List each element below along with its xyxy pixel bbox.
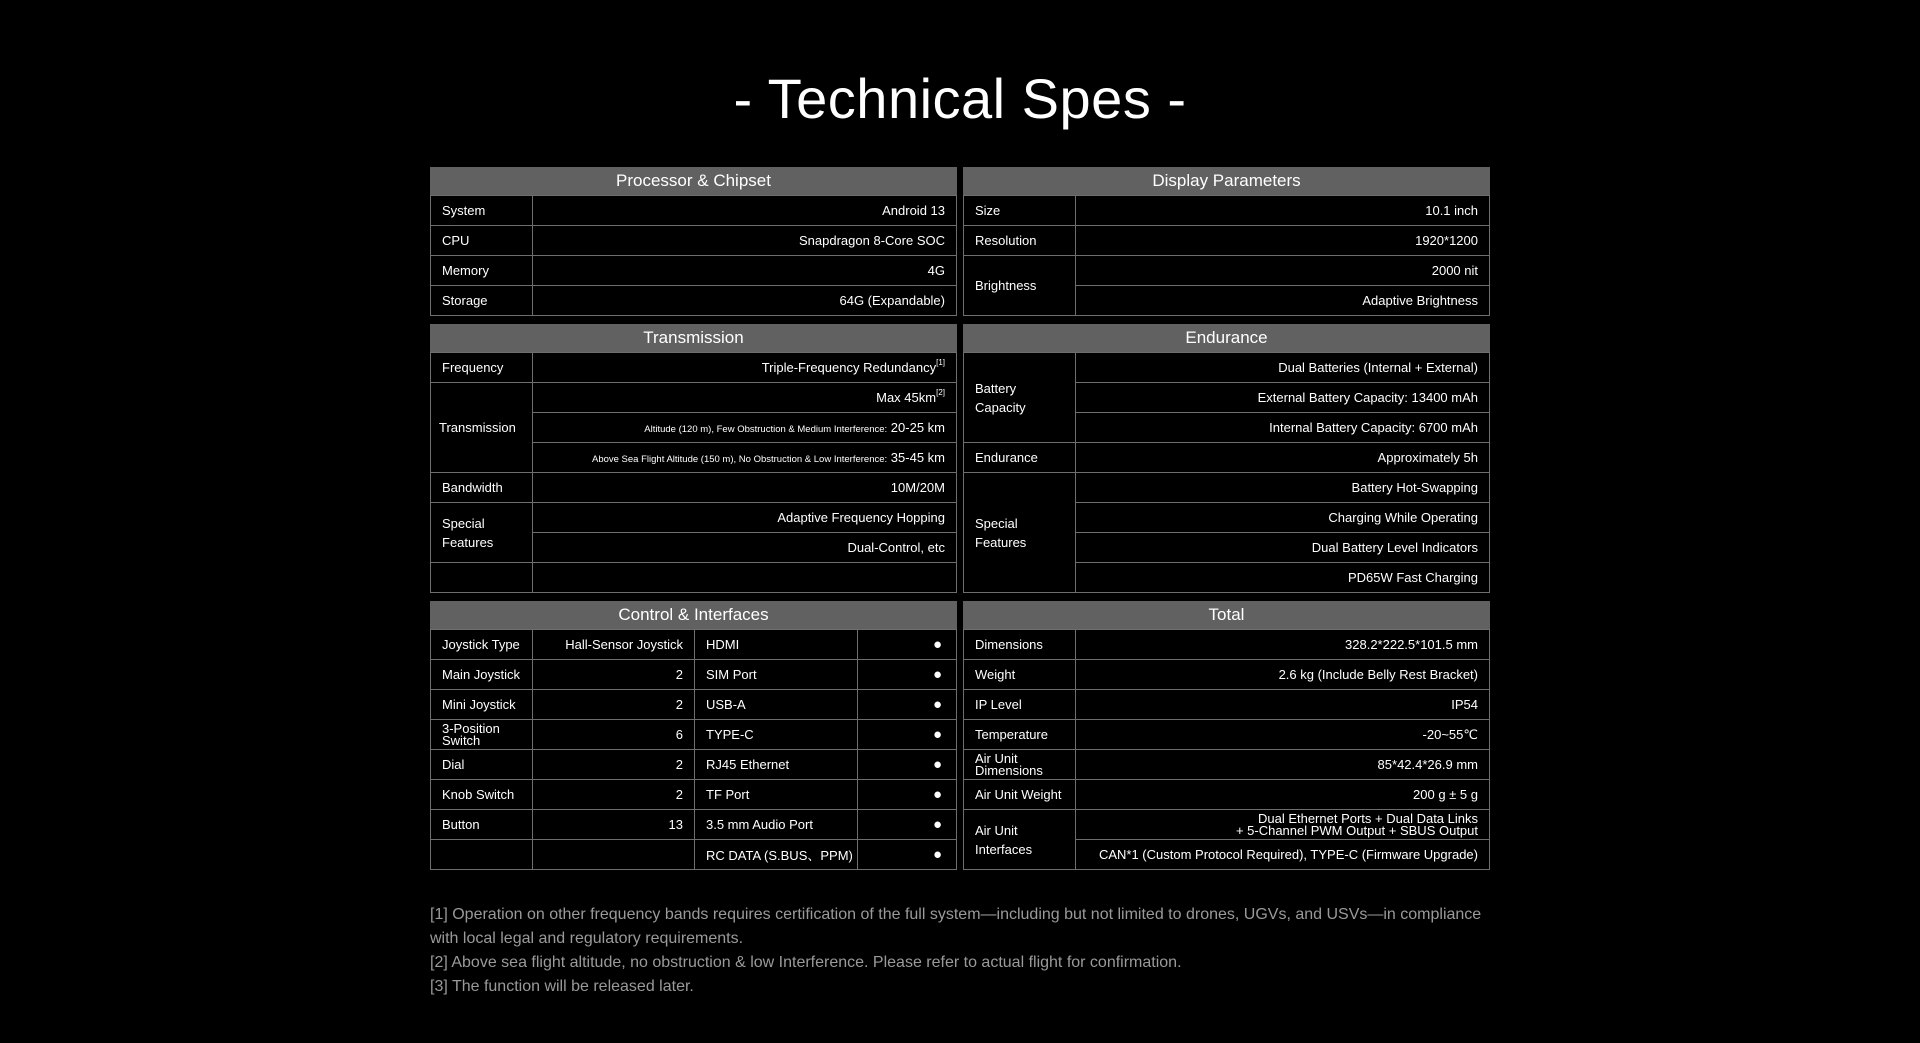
supported-dot-icon: ● (858, 660, 957, 690)
spec-label: Brightness (964, 256, 1076, 316)
range-note: Above Sea Flight Altitude (150 m), No Obstruction & Low Interference: (591, 454, 888, 465)
table-row (431, 226, 957, 256)
spec-label: 3-Position Switch (431, 720, 533, 750)
spec-value: Android 13 (533, 196, 957, 226)
spec-label: CPU (431, 226, 533, 256)
spec-label: IP Level (964, 690, 1076, 720)
spec-value: Snapdragon 8-Core SOC (533, 226, 957, 256)
spec-value: 2.6 kg (Include Belly Rest Bracket) (1076, 660, 1490, 690)
port-label: SIM Port (695, 660, 858, 690)
spec-value: 2 (533, 690, 695, 720)
spec-value: 6 (533, 720, 695, 750)
processor-panel (430, 167, 957, 316)
spec-value: 200 g ± 5 g (1076, 780, 1490, 810)
supported-dot-icon: ● (858, 630, 957, 660)
spec-value (533, 353, 957, 383)
spec-label: System (431, 196, 533, 226)
spec-value: 2 (533, 780, 695, 810)
total-panel (963, 601, 1490, 870)
port-label: TYPE-C (695, 720, 858, 750)
spec-label: Weight (964, 660, 1076, 690)
range-note: Altitude (120 m), Few Obstruction & Medium Interference: (644, 424, 888, 435)
total-table (963, 629, 1490, 870)
table-row (964, 196, 1490, 226)
spec-label: Dimensions (964, 630, 1076, 660)
table-row (964, 630, 1490, 660)
table-row (964, 256, 1490, 286)
table-row (964, 750, 1490, 780)
spec-label: Air Unit Interfaces (964, 810, 1076, 870)
spec-value: 1920*1200 (1076, 226, 1490, 256)
processor-heading: Processor & Chipset (430, 167, 957, 195)
table-row (964, 473, 1490, 503)
spec-value: Internal Battery Capacity: 6700 mAh (1076, 413, 1490, 443)
endurance-panel (963, 324, 1490, 593)
spec-label: Resolution (964, 226, 1076, 256)
footnote-ref: [2] (936, 388, 945, 397)
table-row (431, 383, 957, 413)
spec-value: Adaptive Frequency Hopping (533, 503, 957, 533)
table-row (964, 353, 1490, 383)
footnote: [3] The function will be released later. (430, 978, 694, 995)
table-row (431, 563, 957, 593)
spec-label: Frequency (431, 353, 533, 383)
footnote: [1] Operation on other frequency bands requires certification of the full system—including but not limited to drones, UGVs, and USVs—in compliance with local legal and regulatory requirements. (430, 906, 1482, 947)
control-table (430, 629, 957, 870)
table-row (964, 660, 1490, 690)
display-table (963, 195, 1490, 316)
supported-dot-icon: ● (858, 810, 957, 840)
port-label: HDMI (695, 630, 858, 660)
spec-label: Button (431, 810, 533, 840)
port-label: TF Port (695, 780, 858, 810)
spec-value (533, 443, 957, 473)
port-label: 3.5 mm Audio Port (695, 810, 858, 840)
frequency-value: Triple-Frequency Redundancy (761, 360, 937, 375)
table-row (964, 690, 1490, 720)
spec-value: Battery Hot-Swapping (1076, 473, 1490, 503)
empty-cell (431, 563, 533, 593)
spec-value: Dual Batteries (Internal + External) (1076, 353, 1490, 383)
empty-cell (533, 563, 957, 593)
spec-value: Adaptive Brightness (1076, 286, 1490, 316)
spec-label: Air Unit Dimensions (964, 750, 1076, 780)
table-row (431, 720, 957, 750)
table-row (964, 226, 1490, 256)
spec-value: -20~55℃ (1076, 720, 1490, 750)
table-row (431, 840, 957, 870)
spec-value: Hall-Sensor Joystick (533, 630, 695, 660)
interfaces-line: Dual Ethernet Ports + Dual Data Links (1257, 810, 1478, 826)
port-label: RJ45 Ethernet (695, 750, 858, 780)
table-row (431, 630, 957, 660)
table-row (431, 503, 957, 533)
processor-table (430, 195, 957, 316)
spec-value: 328.2*222.5*101.5 mm (1076, 630, 1490, 660)
spec-label: Air Unit Weight (964, 780, 1076, 810)
page-title: - Technical Spes - (733, 67, 1187, 130)
endurance-heading: Endurance (963, 324, 1490, 352)
spec-label: Transmission (431, 383, 533, 473)
display-heading: Display Parameters (963, 167, 1490, 195)
table-row (431, 810, 957, 840)
endurance-table (963, 352, 1490, 593)
spec-label: Battery Capacity (964, 353, 1076, 443)
transmission-table (430, 352, 957, 593)
spec-value: IP54 (1076, 690, 1490, 720)
table-row (431, 780, 957, 810)
table-row (431, 750, 957, 780)
spec-value (533, 840, 695, 870)
range-value: 35-45 km (890, 450, 945, 465)
spec-label: Main Joystick (431, 660, 533, 690)
footnote-ref: [1] (936, 358, 945, 367)
spec-value: CAN*1 (Custom Protocol Required), TYPE-C (Firmware Upgrade) (1076, 840, 1490, 870)
control-heading: Control & Interfaces (430, 601, 957, 629)
spec-label: Storage (431, 286, 533, 316)
table-row (431, 256, 957, 286)
spec-label: Dial (431, 750, 533, 780)
spec-value (533, 383, 957, 413)
spec-label: Bandwidth (431, 473, 533, 503)
range-max: Max 45km (876, 390, 937, 405)
spec-label: Special Features (431, 503, 533, 563)
spec-value: 13 (533, 810, 695, 840)
footnotes (430, 903, 1500, 999)
interfaces-line: + 5-Channel PWM Output + SBUS Output (1235, 822, 1478, 838)
spec-value: PD65W Fast Charging (1076, 563, 1490, 593)
spec-value: Approximately 5h (1076, 443, 1490, 473)
spec-value: Dual-Control, etc (533, 533, 957, 563)
spec-value: 10.1 inch (1076, 196, 1490, 226)
footnote: [2] Above sea flight altitude, no obstruction & low Interference. Please refer to actual flight for confirmation. (430, 954, 1182, 971)
table-row (431, 353, 957, 383)
spec-value: Dual Battery Level Indicators (1076, 533, 1490, 563)
range-value: 20-25 km (890, 420, 945, 435)
table-row (431, 196, 957, 226)
spec-label (431, 840, 533, 870)
spec-label: Mini Joystick (431, 690, 533, 720)
spec-value: Charging While Operating (1076, 503, 1490, 533)
table-row (431, 690, 957, 720)
port-label: USB-A (695, 690, 858, 720)
control-panel (430, 601, 957, 870)
spec-label: Temperature (964, 720, 1076, 750)
table-row (964, 443, 1490, 473)
spec-value: 2000 nit (1076, 256, 1490, 286)
table-row (431, 473, 957, 503)
transmission-panel (430, 324, 957, 593)
supported-dot-icon: ● (858, 840, 957, 870)
spec-label: Special Features (964, 473, 1076, 593)
spec-value: 64G (Expandable) (533, 286, 957, 316)
supported-dot-icon: ● (858, 690, 957, 720)
spec-label: Endurance (964, 443, 1076, 473)
table-row (431, 660, 957, 690)
spec-value (533, 413, 957, 443)
spec-value: 4G (533, 256, 957, 286)
spec-label: Joystick Type (431, 630, 533, 660)
spec-label: Knob Switch (431, 780, 533, 810)
port-label: RC DATA (S.BUS、PPM) (695, 840, 858, 870)
spec-value: 10M/20M (533, 473, 957, 503)
spec-label: Memory (431, 256, 533, 286)
transmission-heading: Transmission (430, 324, 957, 352)
total-heading: Total (963, 601, 1490, 629)
table-row (964, 780, 1490, 810)
spec-label: Size (964, 196, 1076, 226)
spec-value: External Battery Capacity: 13400 mAh (1076, 383, 1490, 413)
supported-dot-icon: ● (858, 750, 957, 780)
spec-value: 2 (533, 750, 695, 780)
table-row (431, 286, 957, 316)
table-row (964, 810, 1490, 840)
supported-dot-icon: ● (858, 780, 957, 810)
supported-dot-icon: ● (858, 720, 957, 750)
display-panel (963, 167, 1490, 316)
table-row (964, 720, 1490, 750)
spec-value: 85*42.4*26.9 mm (1076, 750, 1490, 780)
spec-value: 2 (533, 660, 695, 690)
spec-value (1076, 810, 1490, 840)
